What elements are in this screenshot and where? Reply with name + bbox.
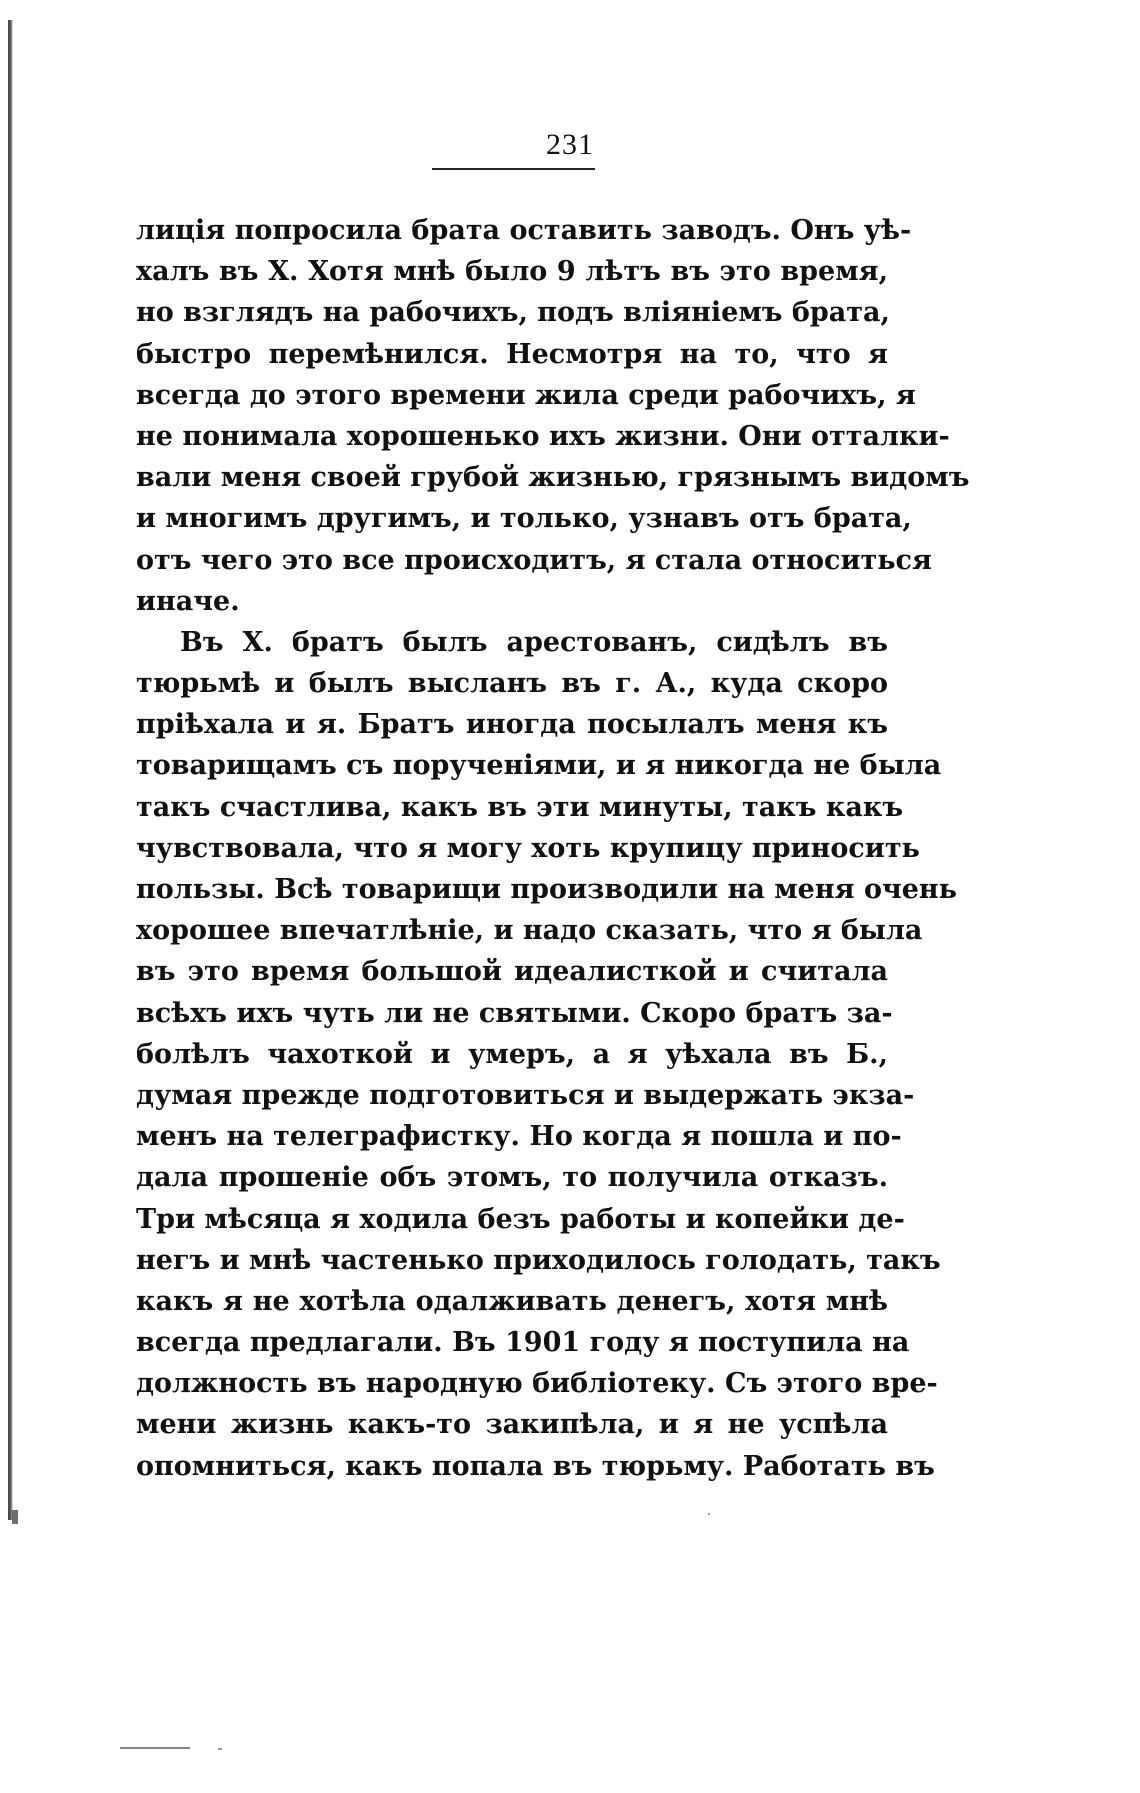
text-line: всегда до этого времени жила среди рабочихъ, я [136,379,916,411]
text-line: хорошее впечатлѣніе, и надо сказать, что я была [136,915,923,947]
text-line: товарищамъ съ порученіями, и я никогда не была [136,750,942,782]
text-line: дала прошеніе объ этомъ, то получила отказъ. [136,1162,888,1194]
text-line: всѣхъ ихъ чуть ли не святыми. Скоро братъ за- [136,997,893,1029]
text-line: должность въ народную библіотеку. Съ этого вре- [136,1368,938,1400]
scan-speck [120,1747,190,1749]
text-line: тюрьмѣ и былъ высланъ въ г. А., куда скоро [136,668,888,700]
text-line: халъ въ X. Хотя мнѣ было 9 лѣтъ въ это время, [136,256,888,288]
text-line: лиція попросила брата оставить заводъ. Онъ уѣ- [136,215,912,246]
text-line: быстро перемѣнился. Несмотря на то, что я [136,338,888,370]
text-line: менъ на телеграфистку. Но когда я пошла и по- [136,1121,902,1153]
text-line: пріѣхала и я. Братъ иногда посылалъ меня къ [136,709,888,741]
scan-speck [708,1513,710,1515]
text-line: вали меня своей грубой жизнью, грязнымъ видомъ [136,462,970,494]
text-line: Въ X. братъ былъ арестованъ, сидѣлъ въ [180,626,888,658]
text-line: и многимъ другимъ, и только, узнавъ отъ брата, [136,503,912,535]
text-line: всегда предлагали. Въ 1901 году я поступила на [136,1327,910,1359]
scan-speck [218,1748,222,1750]
text-line: иначе. [136,585,240,617]
text-line: Три мѣсяца я ходила безъ работы и копейки де- [136,1203,905,1235]
text-line: не понимала хорошенько ихъ жизни. Они отталки- [136,420,950,452]
paragraph [136,622,958,1487]
text-line: негъ и мнѣ частенько приходилось голодать, такъ [136,1244,941,1276]
text-line: пользы. Всѣ товарищи производили на меня очень [136,874,958,905]
text-line: опомниться, какъ попала въ тюрьму. Работать въ [136,1450,935,1482]
body-text [136,210,970,1487]
page-number: 231 [546,128,594,161]
header-rule [432,168,595,170]
text-line: думая прежде подготовиться и выдержать экза- [136,1079,915,1111]
text-line: отъ чего это все происходитъ, я стала относиться [136,544,932,576]
text-line: въ это время большой идеалисткой и считала [136,956,888,988]
text-line: чувствовала, что я могу хоть крупицу приносить [136,832,920,864]
paragraph [136,210,970,622]
binding-edge [8,20,13,1520]
text-line: но взглядъ на рабочихъ, подъ вліяніемъ брата, [136,297,890,329]
text-line: какъ я не хотѣла одалживать денегъ, хотя мнѣ [136,1285,888,1317]
text-line: болѣлъ чахоткой и умеръ, а я уѣхала въ Б., [136,1038,888,1070]
text-line: мени жизнь какъ-то закипѣла, и я не успѣла [136,1409,888,1441]
text-line: такъ счастлива, какъ въ эти минуты, такъ какъ [136,791,904,823]
scan-speck [12,1510,18,1524]
